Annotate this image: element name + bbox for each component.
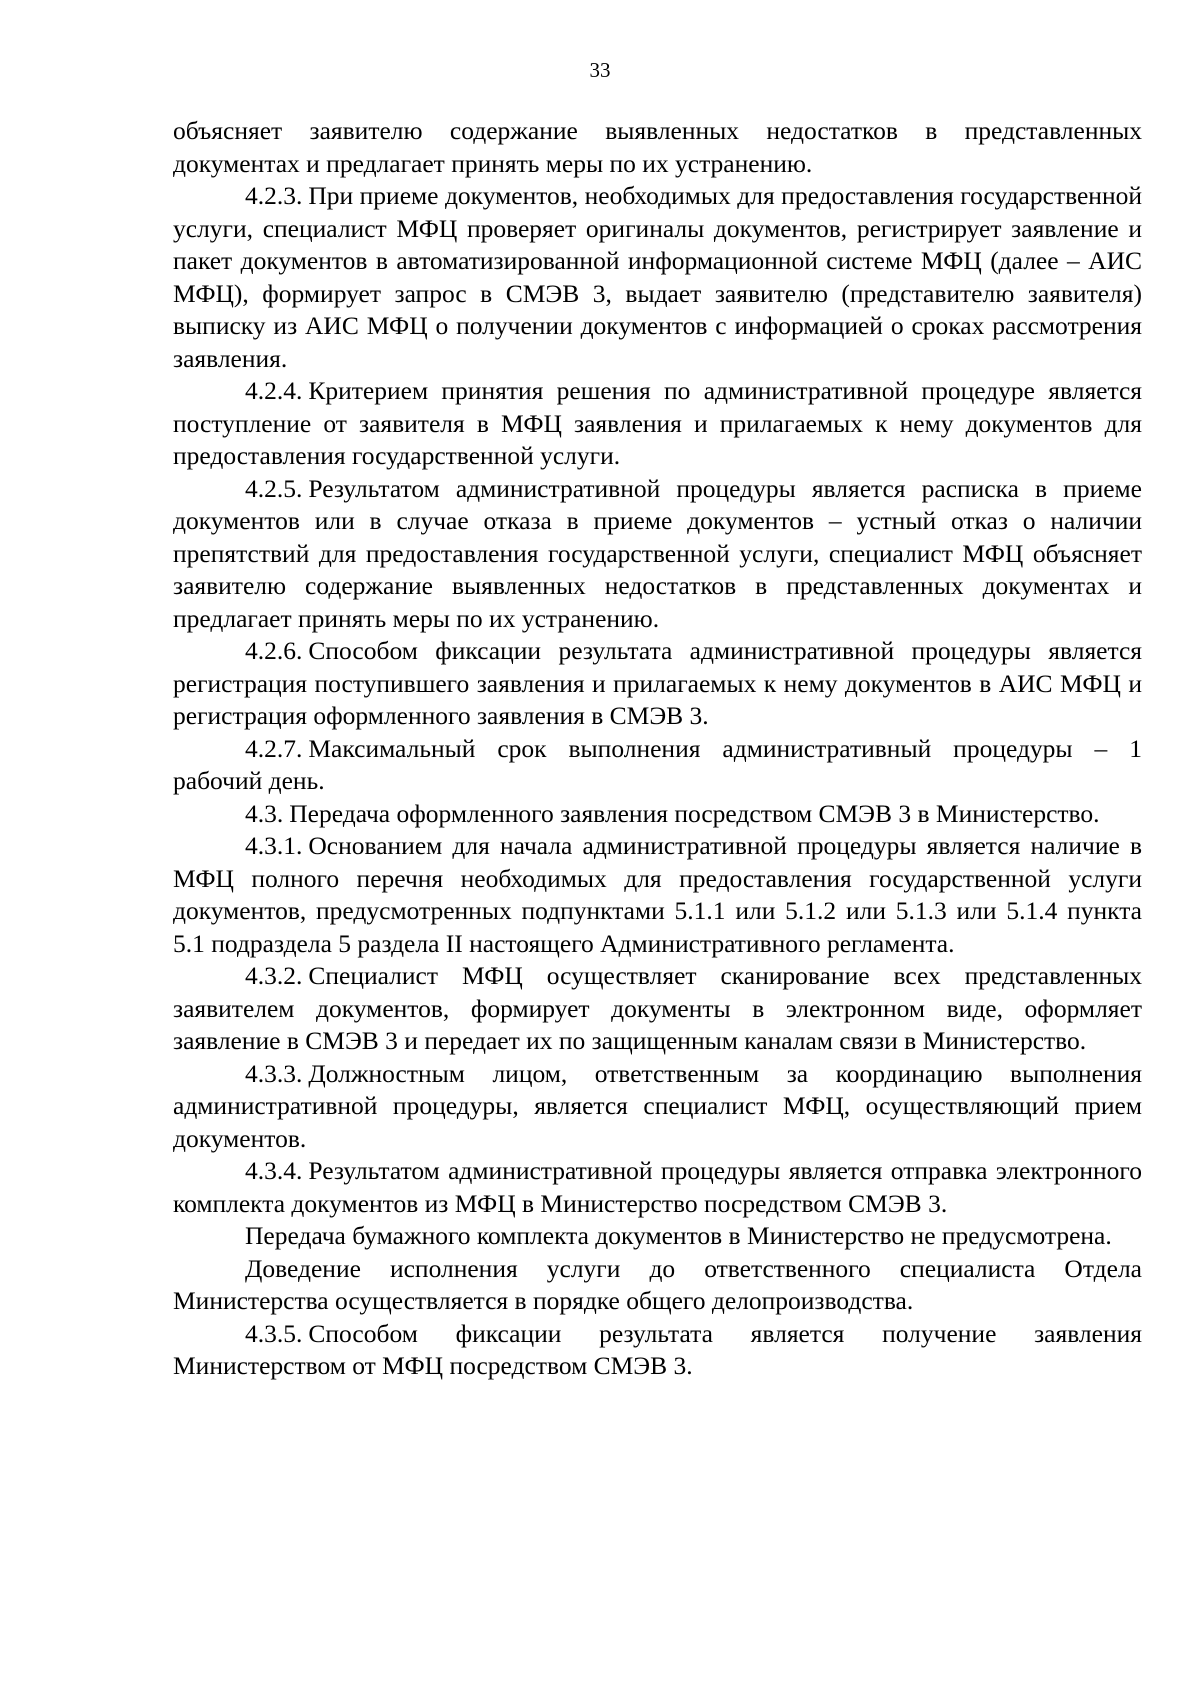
paragraph-text: Доведение исполнения услуги до ответственного специалиста Отдела Министерства осуществляется в порядке общего делопроизводства. (173, 1253, 1142, 1315)
paragraph-text: Результатом административной процедуры является отправка электронного комплекта документов из МФЦ в Министерство посредством СМЭВ 3. (173, 1156, 1142, 1218)
paragraph-text: Специалист МФЦ осуществляет сканирование всех представленных заявителем документов, формирует документы в электронном виде, оформляет заявление в СМЭВ 3 и передает их по защищенным каналам связи в Министерство. (173, 961, 1142, 1055)
paragraph-text: Должностным лицом, ответственным за координацию выполнения административной процедуры, является специалист МФЦ, осуществляющий прием документов. (173, 1058, 1142, 1153)
paragraph-4-2-3 (173, 180, 1142, 375)
paragraph-paper-transfer (173, 1220, 1142, 1253)
paragraph-4-2-4 (173, 375, 1142, 473)
paragraph-4-2-7 (173, 733, 1142, 798)
paragraph-4-3-5 (173, 1318, 1142, 1383)
paragraph-text: Критерием принятия решения по административной процедуре является поступление от заявителя в МФЦ заявления и прилагаемых к нему документов для предоставления государственной услуги. (173, 376, 1142, 470)
paragraph-4-2-5 (173, 473, 1142, 636)
paragraph-number: 4.2.4. (245, 376, 303, 405)
paragraph-text: Передача оформленного заявления посредством СМЭВ 3 в Министерство. (289, 798, 1100, 828)
paragraph-text: объясняет заявителю содержание выявленных недостатков в представленных документах и предлагает принять меры по их устранению. (173, 116, 1142, 178)
paragraph-4-3 (173, 798, 1142, 831)
paragraph-text: Способом фиксации результата является получение заявления Министерством от МФЦ посредством СМЭВ 3. (173, 1318, 1142, 1380)
paragraph-4-2-6 (173, 635, 1142, 733)
paragraph-number: 4.3.1. (245, 831, 303, 860)
paragraph-number: 4.3. (245, 798, 284, 828)
paragraph-4-3-1 (173, 830, 1142, 960)
paragraph-number: 4.2.6. (245, 636, 303, 665)
paragraph-4-3-2 (173, 960, 1142, 1058)
paragraph-number: 4.3.4. (245, 1156, 303, 1185)
paragraph-4-3-4 (173, 1155, 1142, 1220)
paragraph-continuation (173, 115, 1142, 180)
paragraph-text: Основанием для начала административной процедуры является наличие в МФЦ полного перечня необходимых для предоставления государственной услуги документов, предусмотренных подпунктами 5.1.1 или 5.1.2 или 5.1.3 или 5.1.4 пункта 5.1 подраздела 5 раздела II настоящего Административного регламента. (173, 831, 1142, 958)
paragraph-text: При приеме документов, необходимых для предоставления государственной услуги, специалист МФЦ проверяет оригиналы документов, регистрирует заявление и пакет документов в автоматизированной информационной системе МФЦ (далее – АИС МФЦ), формирует запрос в СМЭВ 3, выдает заявителю (представителю заявителя) выписку из АИС МФЦ о получении документов с информацией о сроках рассмотрения заявления. (173, 181, 1142, 373)
paragraph-text: Способом фиксации результата административной процедуры является регистрация поступившего заявления и прилагаемых к нему документов в АИС МФЦ и регистрация оформленного заявления в СМЭВ 3. (173, 636, 1142, 730)
paragraph-4-3-3 (173, 1058, 1142, 1156)
paragraph-text: Результатом административной процедуры является расписка в приеме документов или в случае отказа в приеме документов – устный отказ о наличии препятствий для предоставления государственной услуги, специалист МФЦ объясняет заявителю содержание выявленных недостатков в представленных документах и предлагает принять меры по их устранению. (173, 473, 1142, 633)
paragraph-number: 4.2.3. (245, 181, 303, 210)
paragraph-number: 4.2.7. (245, 733, 303, 763)
paragraph-text: Максимальный срок выполнения административный процедуры – 1 рабочий день. (173, 733, 1142, 795)
document-body (173, 115, 1142, 1383)
paragraph-execution-notice (173, 1253, 1142, 1318)
paragraph-text: Передача бумажного комплекта документов в Министерство не предусмотрена. (245, 1221, 1112, 1250)
paragraph-number: 4.2.5. (245, 473, 303, 503)
paragraph-number: 4.3.3. (245, 1058, 303, 1088)
page-number: 33 (589, 58, 611, 82)
paragraph-number: 4.3.5. (245, 1318, 303, 1348)
paragraph-number: 4.3.2. (245, 961, 303, 990)
